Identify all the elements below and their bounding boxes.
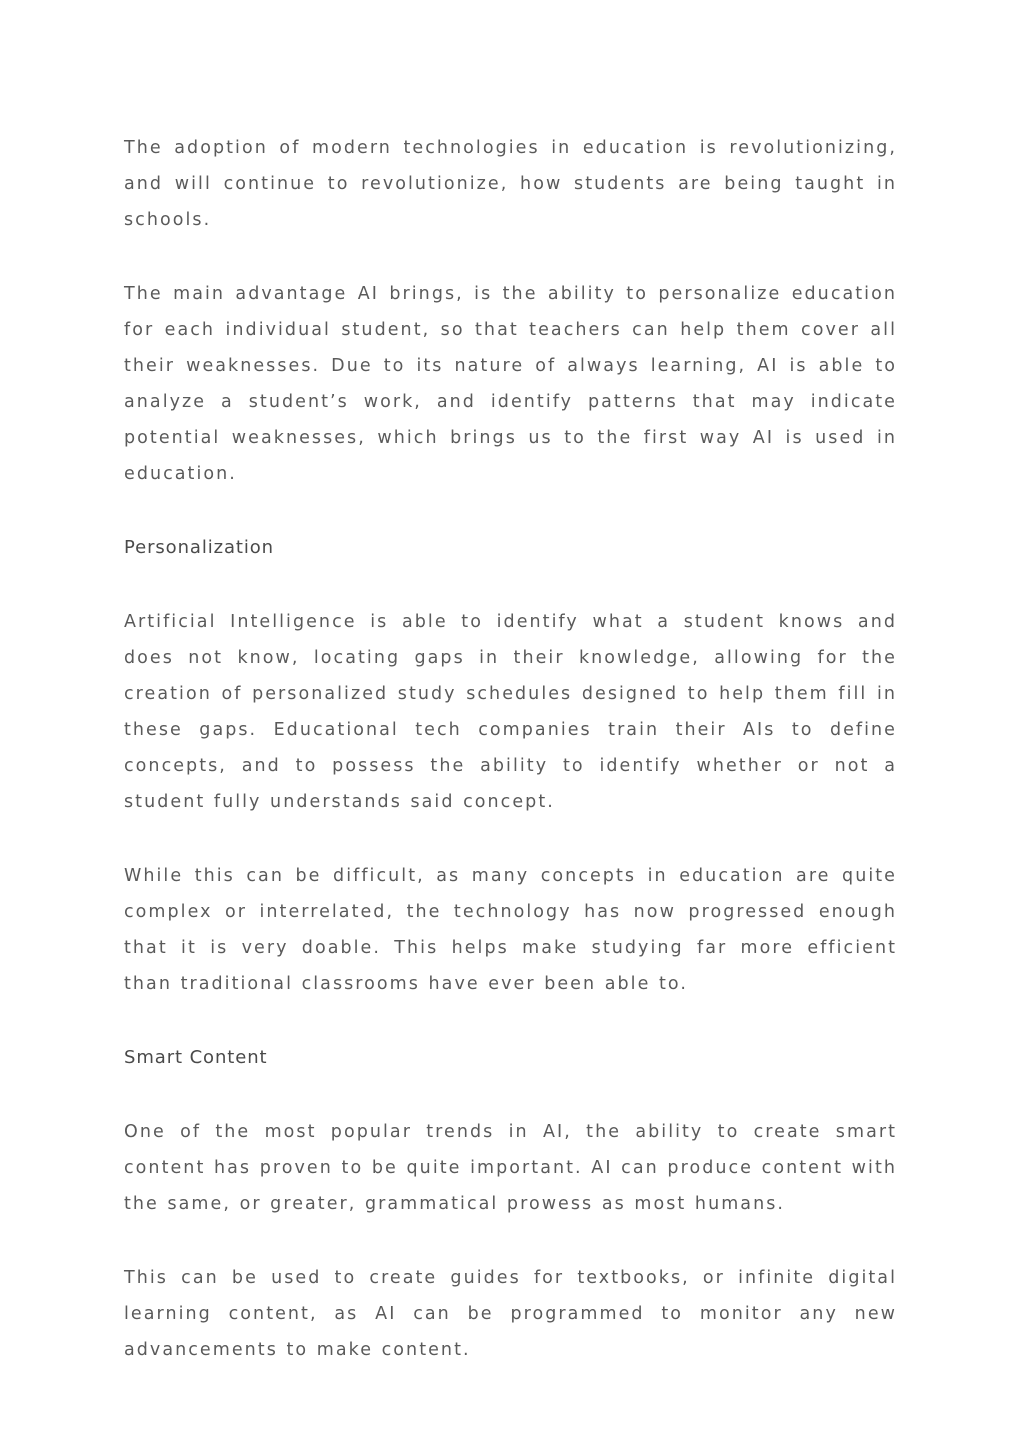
section-heading-smart-content: Smart Content (124, 1047, 268, 1068)
article-body (124, 130, 897, 1406)
section-paragraph: This can be used to create guides for textbooks, or infinite digital learning content, as AI can be programmed to monitor any new advancements to make content. (124, 1268, 897, 1360)
intro-paragraph: The adoption of modern technologies in education is revolutionizing, and will continue to revolutionize, how students are being taught in schools. (124, 138, 897, 230)
section-heading-personalization: Personalization (124, 537, 274, 558)
section-paragraph: One of the most popular trends in AI, the ability to create smart content has proven to be quite important. AI can produce content with the same, or greater, grammatical prowess as most humans. (124, 1122, 897, 1214)
section-paragraph: While this can be difficult, as many concepts in education are quite complex or interrelated, the technology has now progressed enough that it is very doable. This helps make studying far more efficient than traditional classrooms have ever been able to. (124, 866, 897, 994)
section-paragraph: Artificial Intelligence is able to identify what a student knows and does not know, locating gaps in their knowledge, allowing for the creation of personalized study schedules designed to help them fill in these gaps. Educational tech companies train their AIs to define concepts, and to possess the ability to identify whether or not a student fully understands said concept. (124, 612, 897, 812)
intro-paragraph: The main advantage AI brings, is the ability to personalize education for each individual student, so that teachers can help them cover all their weaknesses. Due to its nature of always learning, AI is able to analyze a student’s work, and identify patterns that may indicate potential weaknesses, which brings us to the first way AI is used in education. (124, 284, 897, 484)
